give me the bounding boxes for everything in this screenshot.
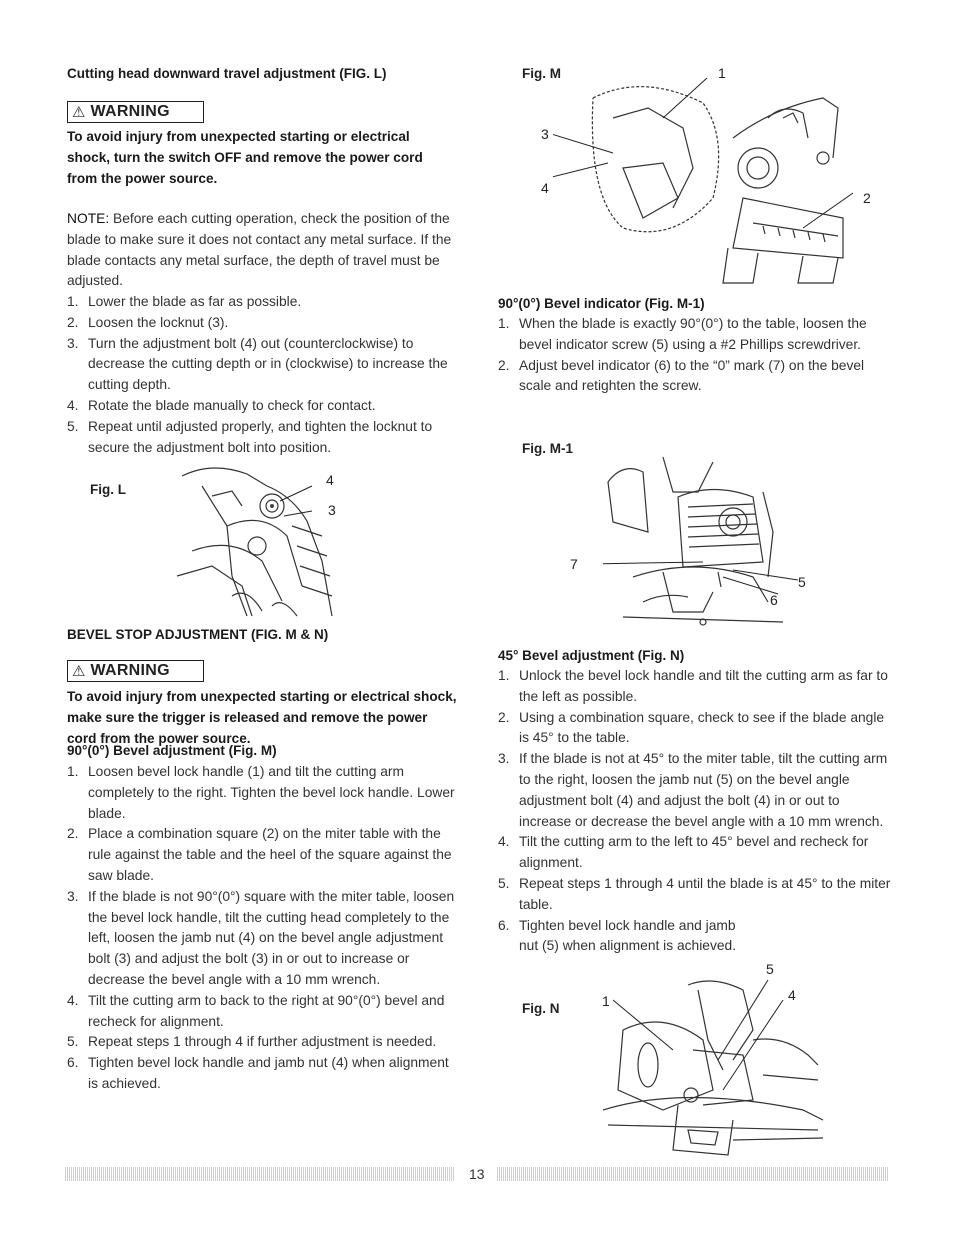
steps-bevel-90 <box>67 762 459 1095</box>
list-item: 6. Tighten bevel lock handle and jamb nut (5) when alignment is achieved. <box>498 917 737 954</box>
warning-text-1: To avoid injury from unexpected starting or electrical shock, turn the switch OFF and remove the power cord from the power source. <box>67 129 423 186</box>
fig-n-callout-1: 1 <box>602 993 610 1009</box>
list-item: 4. Tilt the cutting arm to the left to 45° bevel and recheck for alignment. <box>498 834 869 871</box>
warning-label-2: WARNING <box>90 662 170 679</box>
list-item: 1. When the blade is exactly 90°(0°) to the table, loosen the bevel indicator screw (5) using a #2 Phillips screwdriver. <box>498 316 867 352</box>
list-item: 2. Using a combination square, check to see if the blade angle is 45° to the table. <box>498 709 885 746</box>
warning-text-2: To avoid injury from unexpected starting or electrical shock, make sure the trigger is released and remove the power cord from the power source. <box>67 689 457 746</box>
fig-m-label: Fig. M <box>522 66 561 81</box>
list-item: 6. Tighten bevel lock handle and jamb nut (4) when alignment is achieved. <box>67 1055 449 1091</box>
list-item: 3. Turn the adjustment bolt (4) out (counterclockwise) to decrease the cutting depth or in (clockwise) to increase the cutting depth. <box>67 335 448 393</box>
fig-l-label: Fig. L <box>90 482 126 497</box>
heading-bevel-90: 90°(0°) Bevel adjustment (Fig. M) <box>67 743 277 758</box>
fig-n-callout-4: 4 <box>788 987 796 1003</box>
list-item: 1. Lower the blade as far as possible. <box>67 294 302 309</box>
heading-bevel-stop: BEVEL STOP ADJUSTMENT (FIG. M & N) <box>67 627 329 642</box>
fig-m-callout-3: 3 <box>541 126 549 142</box>
page-number: 13 <box>469 1166 485 1182</box>
fig-m-illustration <box>553 78 853 288</box>
list-item: 4. Rotate the blade manually to check for contact. <box>67 397 376 413</box>
list-item: 2. Adjust bevel indicator (6) to the “0” mark (7) on the bevel scale and retighten the screw. <box>498 357 865 394</box>
steps-bevel-indicator <box>498 314 893 397</box>
list-item: 1. Loosen bevel lock handle (1) and tilt the cutting arm completely to the right. Tighten the bevel lock handle. Lower blade. <box>67 764 455 821</box>
list-item: 5. Repeat until adjusted properly, and tighten the locknut to secure the adjustment bolt into position. <box>67 418 433 455</box>
list-item: 5. Repeat steps 1 through 4 until the blade is at 45° to the miter table. <box>498 875 891 912</box>
fig-m-callout-2: 2 <box>863 190 871 206</box>
fig-l-illustration <box>172 466 352 626</box>
list-item: 4. Tilt the cutting arm to back to the right at 90°(0°) bevel and recheck for alignment. <box>67 992 445 1029</box>
list-item: 1. Unlock the bevel lock handle and tilt the cutting arm as far to the left as possible. <box>498 668 888 704</box>
list-item: 2. Place a combination square (2) on the miter table with the rule against the table and the heel of the square against the saw blade. <box>67 826 452 883</box>
heading-bevel-indicator: 90°(0°) Bevel indicator (Fig. M-1) <box>498 296 705 311</box>
fig-n-illustration <box>603 980 833 1160</box>
fig-m1-label: Fig. M-1 <box>522 441 573 456</box>
fig-l-callout-3: 3 <box>328 502 336 518</box>
fig-m1-callout-6: 6 <box>770 592 778 608</box>
heading-cutting-head-travel: Cutting head downward travel adjustment (FIG. L) <box>67 66 387 81</box>
warning-box-2 <box>67 660 204 682</box>
warning-triangle-icon: ⚠ <box>72 103 86 121</box>
fig-m1-illustration <box>603 452 803 637</box>
note-label: NOTE: <box>67 211 110 226</box>
footer-stripe-right <box>497 1167 889 1181</box>
footer-stripe-left <box>65 1167 455 1181</box>
warning-box-1 <box>67 101 204 123</box>
fig-m-callout-1: 1 <box>718 65 726 81</box>
fig-l-callout-4: 4 <box>326 472 334 488</box>
steps-bevel-45 <box>498 666 893 957</box>
list-item: 3. If the blade is not 90°(0°) square with the miter table, loosen the bevel lock handle, tilt the cutting head completely to the left, loosen the jamb nut (4) on the bevel angle adjustment bolt (3) and adjust the bolt (3) in or out to increase or decrease the bevel angle with a 10 mm wrench. <box>67 888 455 987</box>
fig-m1-callout-7: 7 <box>570 556 578 572</box>
heading-bevel-45: 45° Bevel adjustment (Fig. N) <box>498 648 685 663</box>
list-item: 5. Repeat steps 1 through 4 if further adjustment is needed. <box>67 1034 437 1050</box>
fig-m1-callout-5: 5 <box>798 574 806 590</box>
list-item: 3. If the blade is not at 45° to the miter table, tilt the cutting arm to the right, loosen the jamb nut (5) on the bevel angle adjustment bolt (4) and adjust the bolt (4) in or out to increase or decrease the bevel angle with a 10 mm wrench. <box>498 751 888 829</box>
steps-travel-adjustment <box>67 292 452 458</box>
fig-m-callout-4: 4 <box>541 180 549 196</box>
list-item: 2. Loosen the locknut (3). <box>67 314 229 330</box>
note-paragraph <box>67 209 462 292</box>
warning-triangle-icon: ⚠ <box>72 662 86 680</box>
fig-n-callout-5: 5 <box>766 961 774 977</box>
note-text: Before each cutting operation, check the position of the blade to make sure it does not contact any metal surface. If the blade contacts any metal surface, the depth of travel must be adjusted. <box>67 211 452 289</box>
fig-n-label: Fig. N <box>522 1001 560 1016</box>
warning-label-1: WARNING <box>90 103 170 120</box>
